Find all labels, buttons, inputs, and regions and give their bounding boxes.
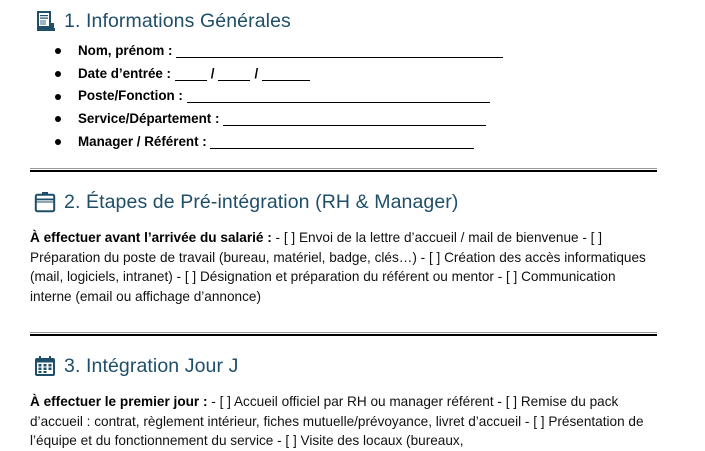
section-divider	[30, 332, 657, 336]
general-info-fields	[52, 40, 503, 153]
field-poste-fonction	[52, 85, 503, 108]
field-date-entree	[52, 63, 503, 86]
pre-integration-body: - [ ] Envoi de la lettre d’accueil / mail de bienvenue - [ ] Préparation du poste de travail (bureau, matériel, badge, clés…) - [ ] Création des accès informatiques (mail, logiciels, intranet) - [ ] Désignation et préparation du référent ou mentor - [ ] Communication interne (email ou affichage d’annonce)	[30, 230, 646, 305]
pre-integration-steps	[30, 228, 660, 307]
date-day-input[interactable]	[175, 66, 207, 81]
section-divider	[30, 168, 657, 172]
bullet-icon	[55, 48, 61, 54]
briefcase-icon	[33, 190, 57, 214]
field-label: Manager / Référent :	[78, 133, 207, 149]
pre-integration-lead: À effectuer avant l’arrivée du salarié :	[30, 230, 272, 245]
calendar-icon	[33, 354, 57, 378]
manager-referent-input[interactable]	[210, 134, 474, 149]
bullet-icon	[55, 139, 61, 145]
poste-fonction-input[interactable]	[187, 88, 490, 103]
field-label: Nom, prénom :	[78, 43, 173, 58]
field-service-departement	[52, 108, 503, 131]
field-manager-referent	[52, 131, 503, 154]
service-departement-input[interactable]	[223, 111, 486, 126]
date-separator: /	[210, 65, 215, 81]
bullet-icon	[55, 71, 61, 77]
field-label: Poste/Fonction :	[78, 88, 183, 104]
section-2-title: 2. Étapes de Pré-intégration (RH & Manager)	[64, 190, 459, 213]
section-3-title: 3. Intégration Jour J	[64, 354, 239, 377]
date-separator: /	[254, 65, 259, 81]
field-label: Service/Département :	[78, 111, 220, 127]
day-one-body: - [ ] Accueil officiel par RH ou manager référent - [ ] Remise du pack d’accueil : contrat, règlement intérieur, fiches mutuelle/prévoyance, livret d’accueil - [ ] Présentation de l’équipe et du fonctionnement du service - [ ] Visite des locaux (bureaux,	[30, 394, 644, 449]
section-1-title: 1. Informations Générales	[64, 9, 291, 32]
section-3-heading	[33, 354, 238, 378]
bullet-icon	[55, 116, 61, 122]
date-year-input[interactable]	[262, 66, 310, 81]
section-1-heading	[33, 9, 291, 33]
field-label: Date d’entrée :	[78, 65, 172, 81]
day-one-steps	[30, 392, 660, 451]
date-month-input[interactable]	[218, 66, 250, 81]
nom-prenom-input[interactable]	[176, 43, 503, 58]
document-icon	[33, 9, 57, 33]
field-nom-prenom	[52, 40, 503, 63]
day-one-lead: À effectuer le premier jour :	[30, 394, 208, 409]
section-2-heading	[33, 190, 459, 214]
bullet-icon	[55, 94, 61, 100]
